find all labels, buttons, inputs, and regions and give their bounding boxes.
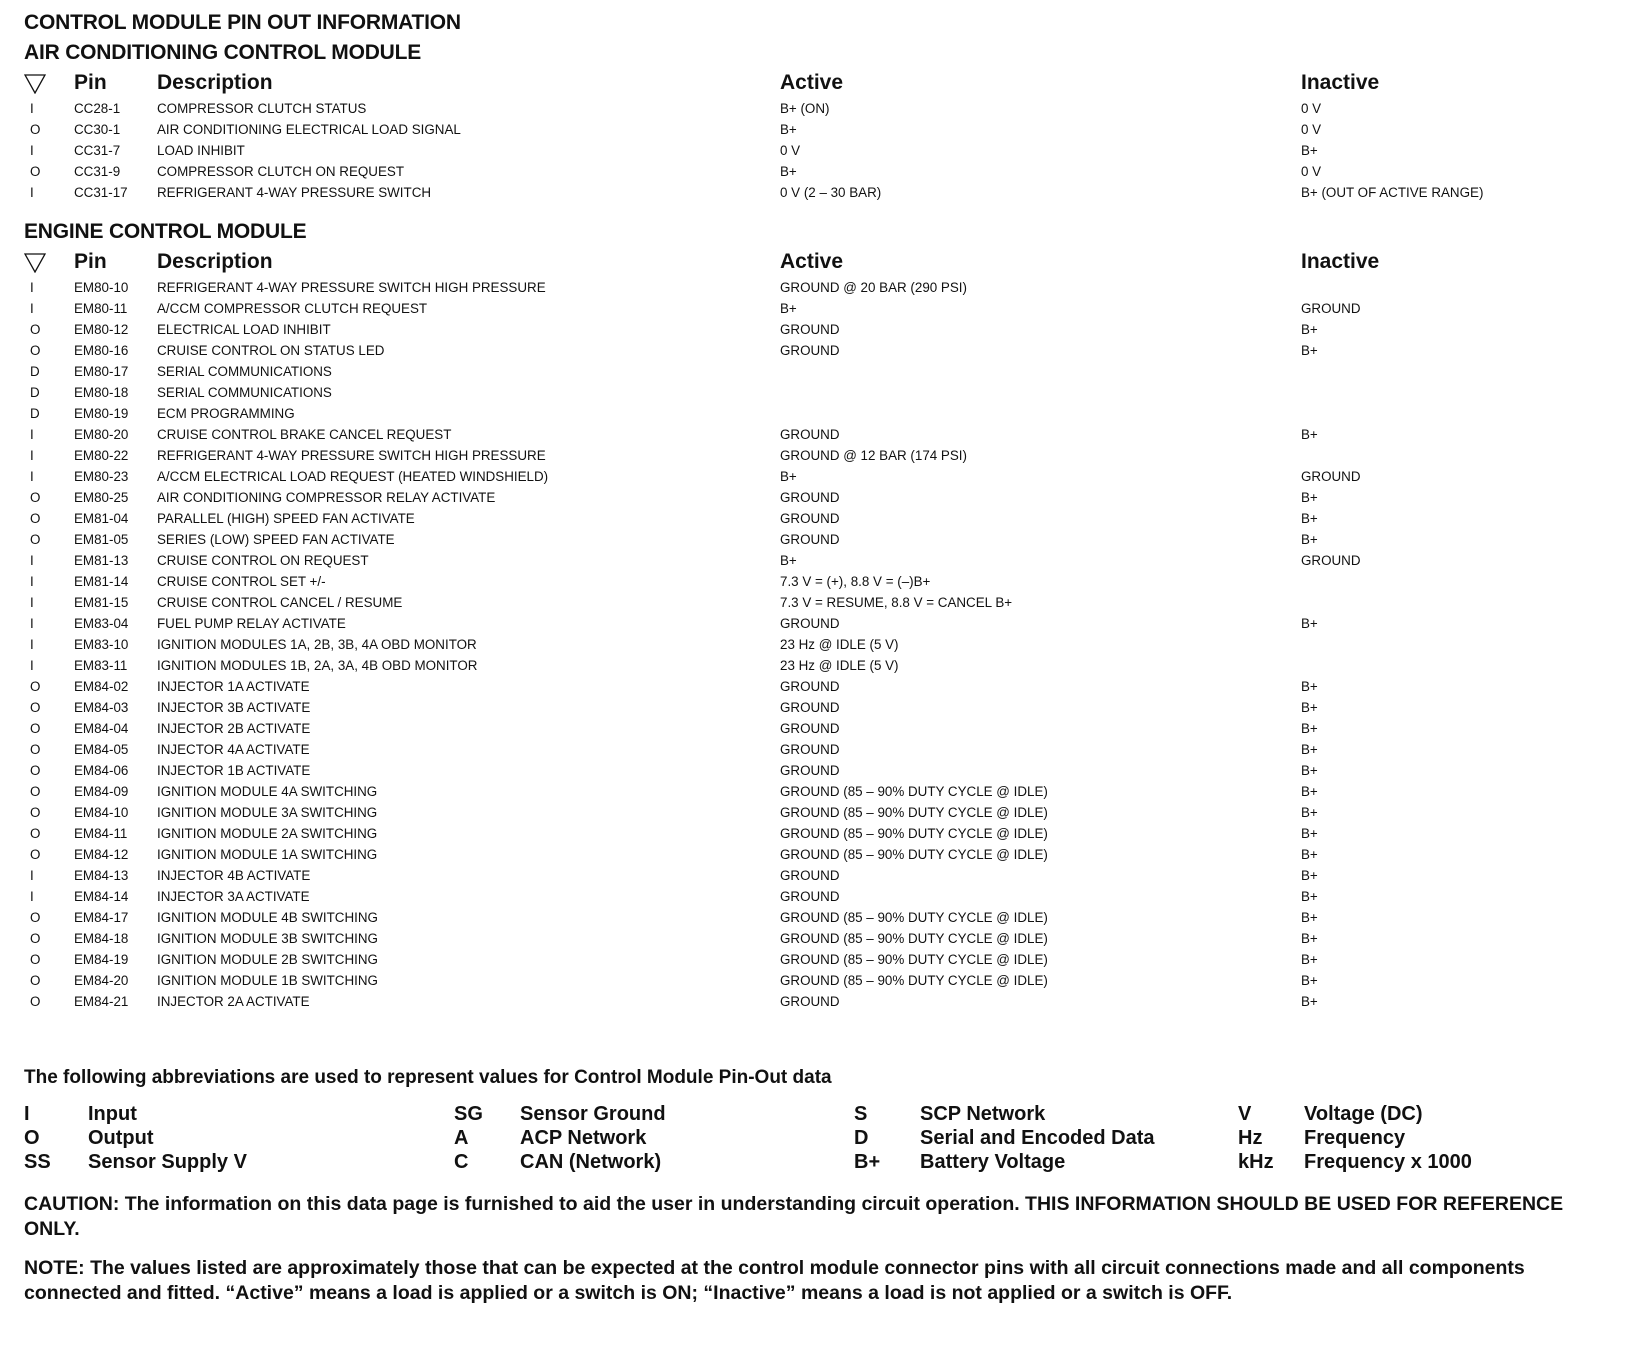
abbreviations-intro: The following abbreviations are used to represent values for Control Module Pin-Out data [24,1067,832,1088]
table-row [24,781,1604,802]
table-row [24,844,1604,865]
table-row [24,182,1604,203]
cell-io-type: O [30,847,41,862]
table-row [24,382,1604,403]
cell-inactive: B+ [1301,532,1318,547]
cell-active: GROUND (85 – 90% DUTY CYCLE @ IDLE) [780,931,1048,946]
header-description: Description [157,71,273,94]
cell-active: GROUND [780,868,840,883]
header-description: Description [157,250,273,273]
table-row [24,676,1604,697]
table-row [24,424,1604,445]
cell-inactive: B+ [1301,826,1318,841]
table-row [24,550,1604,571]
cell-active: GROUND (85 – 90% DUTY CYCLE @ IDLE) [780,910,1048,925]
table-row [24,949,1604,970]
header-active: Active [780,250,844,273]
cell-description: REFRIGERANT 4-WAY PRESSURE SWITCH HIGH PRESSURE [157,280,546,295]
table-row [24,802,1604,823]
cell-active: 0 V [780,143,801,158]
cell-description: INJECTOR 1A ACTIVATE [157,679,310,694]
cell-active: GROUND [780,427,840,442]
cell-pin: EM80-20 [74,427,129,442]
cell-active: GROUND (85 – 90% DUTY CYCLE @ IDLE) [780,805,1048,820]
cell-pin: CC28-1 [74,101,121,116]
cell-pin: EM80-11 [74,301,128,316]
cell-pin: EM83-04 [74,616,129,631]
cell-pin: EM84-06 [74,763,129,778]
abbreviation-meaning: Frequency x 1000 [1304,1151,1472,1173]
cell-description: FUEL PUMP RELAY ACTIVATE [157,616,346,631]
cell-inactive: 0 V [1301,164,1322,179]
cell-pin: EM84-11 [74,826,128,841]
cell-io-type: O [30,490,41,505]
cell-description: REFRIGERANT 4-WAY PRESSURE SWITCH [157,185,432,200]
cell-pin: EM84-03 [74,700,129,715]
abbreviation-code: V [1238,1103,1252,1125]
cell-io-type: O [30,910,41,925]
cell-inactive: B+ [1301,511,1318,526]
cell-active: GROUND [780,700,840,715]
page [24,8,1604,1306]
cell-pin: EM81-04 [74,511,129,526]
cell-active: GROUND [780,490,840,505]
note-text: NOTE: The values listed are approximately those that can be expected at the control module connector pins with all circuit connections made and all components connected and fitted. “Active” means a load is applied or a switch is ON; “Inactive” means a load is not applied or a switch is OFF. [24,1257,1525,1304]
cell-inactive: GROUND [1301,553,1361,568]
abbreviation-meaning: Frequency [1304,1127,1406,1149]
cell-pin: EM84-14 [74,889,129,904]
cell-description: IGNITION MODULE 3A SWITCHING [157,805,378,820]
cell-active: B+ [780,301,797,316]
cell-io-type: O [30,700,41,715]
cell-io-type: I [30,185,34,200]
cell-active: B+ [780,122,797,137]
cell-pin: EM84-02 [74,679,129,694]
cell-pin: EM80-18 [74,385,129,400]
cell-io-type: I [30,889,34,904]
cell-active: 0 V (2 – 30 BAR) [780,185,882,200]
cell-pin: EM84-18 [74,931,129,946]
table-row [24,487,1604,508]
cell-description: SERIAL COMMUNICATIONS [157,364,332,379]
cell-active: GROUND [780,343,840,358]
cell-io-type: I [30,574,34,589]
table-row [24,655,1604,676]
cell-active: GROUND (85 – 90% DUTY CYCLE @ IDLE) [780,973,1048,988]
caution-text: CAUTION: The information on this data page is furnished to aid the user in understanding circuit operation. THIS INFORMATION SHOULD BE USED FOR REFERENCE ONLY. [24,1193,1564,1240]
table-row [24,277,1604,298]
cell-description: IGNITION MODULES 1A, 2B, 3B, 4A OBD MONITOR [157,637,477,652]
cell-description: A/CCM COMPRESSOR CLUTCH REQUEST [157,301,428,316]
cell-pin: EM81-05 [74,532,129,547]
table-row [24,823,1604,844]
abbreviation-meaning: Sensor Ground [520,1103,666,1125]
abbreviation-meaning: Output [88,1127,154,1149]
cell-pin: EM80-22 [74,448,129,463]
cell-description: CRUISE CONTROL CANCEL / RESUME [157,595,403,610]
cell-active: B+ [780,164,797,179]
cell-description: ELECTRICAL LOAD INHIBIT [157,322,331,337]
cell-inactive: B+ [1301,322,1318,337]
cell-io-type: I [30,868,34,883]
abbreviation-meaning: Voltage (DC) [1304,1103,1423,1125]
table-row [24,445,1604,466]
cell-description: IGNITION MODULE 1A SWITCHING [157,847,378,862]
cell-pin: EM80-16 [74,343,129,358]
cell-description: INJECTOR 4B ACTIVATE [157,868,311,883]
cell-io-type: I [30,637,34,652]
table-row [24,98,1604,119]
cell-description: CRUISE CONTROL BRAKE CANCEL REQUEST [157,427,452,442]
cell-io-type: O [30,973,41,988]
triangle-down-icon [24,74,46,94]
cell-pin: EM80-10 [74,280,129,295]
cell-description: IGNITION MODULE 1B SWITCHING [157,973,378,988]
table-row [24,361,1604,382]
cell-inactive: B+ [1301,700,1318,715]
cell-inactive: B+ [1301,742,1318,757]
cell-active: GROUND [780,322,840,337]
cell-inactive: B+ [1301,490,1318,505]
cell-inactive: GROUND [1301,301,1361,316]
cell-io-type: I [30,658,34,673]
cell-io-type: I [30,595,34,610]
cell-pin: EM83-10 [74,637,129,652]
cell-io-type: I [30,553,34,568]
cell-active: GROUND (85 – 90% DUTY CYCLE @ IDLE) [780,826,1048,841]
cell-description: AIR CONDITIONING ELECTRICAL LOAD SIGNAL [157,122,461,137]
cell-io-type: I [30,280,34,295]
abbreviation-code: O [24,1127,40,1149]
cell-active: GROUND [780,763,840,778]
abbreviation-code: S [854,1103,868,1125]
table-row [24,907,1604,928]
cell-inactive: B+ [1301,616,1318,631]
cell-inactive: B+ [1301,868,1318,883]
cell-description: CRUISE CONTROL ON REQUEST [157,553,369,568]
cell-inactive: B+ [1301,679,1318,694]
cell-active: GROUND (85 – 90% DUTY CYCLE @ IDLE) [780,847,1048,862]
cell-description: IGNITION MODULE 2B SWITCHING [157,952,378,967]
table-header [24,68,1604,98]
cell-active: B+ [780,553,797,568]
cell-active: 23 Hz @ IDLE (5 V) [780,637,899,652]
table-row [24,739,1604,760]
cell-active: GROUND @ 12 BAR (174 PSI) [780,448,967,463]
table-row [24,970,1604,991]
cell-inactive: B+ [1301,931,1318,946]
cell-active: B+ [780,469,797,484]
table-row [24,991,1604,1012]
cell-pin: CC31-9 [74,164,121,179]
header-pin: Pin [74,250,107,273]
header-pin: Pin [74,71,107,94]
cell-description: CRUISE CONTROL SET +/- [157,574,326,589]
cell-active: GROUND [780,721,840,736]
cell-active: GROUND [780,994,840,1009]
cell-pin: EM80-12 [74,322,129,337]
cell-description: REFRIGERANT 4-WAY PRESSURE SWITCH HIGH PRESSURE [157,448,546,463]
abbreviation-code: D [854,1127,869,1149]
cell-pin: EM84-09 [74,784,129,799]
table-row [24,529,1604,550]
cell-inactive: GROUND [1301,469,1361,484]
abbreviation-meaning: Input [88,1103,137,1125]
cell-description: INJECTOR 2A ACTIVATE [157,994,310,1009]
cell-inactive: B+ [1301,994,1318,1009]
cell-inactive: B+ [1301,143,1318,158]
cell-io-type: I [30,301,34,316]
abbreviation-code: Hz [1238,1127,1263,1149]
cell-io-type: I [30,143,34,158]
table-row [24,161,1604,182]
abbreviation-meaning: Serial and Encoded Data [920,1127,1155,1149]
triangle-down-icon [24,253,46,273]
cell-inactive: B+ [1301,952,1318,967]
cell-description: INJECTOR 3B ACTIVATE [157,700,311,715]
cell-pin: EM80-25 [74,490,129,505]
cell-io-type: O [30,122,41,137]
cell-inactive: B+ [1301,889,1318,904]
cell-pin: EM84-05 [74,742,129,757]
table-row [24,697,1604,718]
cell-io-type: O [30,826,41,841]
cell-io-type: O [30,532,41,547]
cell-pin: EM84-19 [74,952,129,967]
table-header [24,247,1604,277]
cell-active: GROUND [780,616,840,631]
abbreviation-meaning: ACP Network [520,1127,647,1149]
cell-io-type: D [30,364,40,379]
table-row [24,298,1604,319]
cell-description: LOAD INHIBIT [157,143,245,158]
cell-inactive: B+ [1301,721,1318,736]
cell-active: GROUND [780,511,840,526]
cell-io-type: O [30,784,41,799]
cell-active: B+ (ON) [780,101,830,116]
table-row [24,466,1604,487]
table-row [24,340,1604,361]
abbreviation-code: C [454,1151,469,1173]
table-row [24,508,1604,529]
cell-pin: CC31-7 [74,143,121,158]
cell-io-type: I [30,448,34,463]
cell-io-type: D [30,385,40,400]
cell-active: GROUND (85 – 90% DUTY CYCLE @ IDLE) [780,784,1048,799]
cell-description: IGNITION MODULE 3B SWITCHING [157,931,378,946]
cell-description: INJECTOR 3A ACTIVATE [157,889,310,904]
table-row [24,571,1604,592]
table-row [24,718,1604,739]
cell-pin: EM81-14 [74,574,129,589]
cell-io-type: I [30,616,34,631]
cell-description: ECM PROGRAMMING [157,406,295,421]
abbreviation-meaning: Sensor Supply V [88,1151,247,1173]
cell-inactive: B+ [1301,910,1318,925]
abbreviation-code: SS [24,1151,51,1173]
cell-io-type: O [30,721,41,736]
abbreviation-code: A [454,1127,469,1149]
abbreviation-meaning: Battery Voltage [920,1151,1066,1173]
cell-io-type: O [30,164,41,179]
cell-active: GROUND (85 – 90% DUTY CYCLE @ IDLE) [780,952,1048,967]
cell-io-type: O [30,994,41,1009]
cell-io-type: I [30,427,34,442]
cell-description: CRUISE CONTROL ON STATUS LED [157,343,385,358]
cell-io-type: O [30,805,41,820]
cell-description: AIR CONDITIONING COMPRESSOR RELAY ACTIVATE [157,490,496,505]
cell-active: 7.3 V = RESUME, 8.8 V = CANCEL B+ [780,595,1013,610]
table-row [24,403,1604,424]
cell-io-type: O [30,511,41,526]
cell-active: GROUND [780,742,840,757]
cell-description: INJECTOR 1B ACTIVATE [157,763,311,778]
header-inactive: Inactive [1301,250,1380,273]
cell-pin: CC30-1 [74,122,121,137]
table-row [24,592,1604,613]
cell-io-type: O [30,322,41,337]
section-title: AIR CONDITIONING CONTROL MODULE [24,41,422,64]
cell-pin: EM81-15 [74,595,129,610]
cell-pin: EM80-19 [74,406,129,421]
abbreviation-code: B+ [854,1151,881,1173]
cell-description: SERIES (LOW) SPEED FAN ACTIVATE [157,532,395,547]
table-row [24,319,1604,340]
cell-inactive: B+ [1301,973,1318,988]
cell-inactive: B+ [1301,805,1318,820]
cell-pin: EM84-04 [74,721,129,736]
cell-pin: EM84-12 [74,847,129,862]
cell-description: IGNITION MODULE 4A SWITCHING [157,784,378,799]
cell-active: GROUND @ 20 BAR (290 PSI) [780,280,967,295]
abbreviation-code: I [24,1103,30,1125]
section-title: ENGINE CONTROL MODULE [24,220,307,243]
cell-active: 7.3 V = (+), 8.8 V = (–)B+ [780,574,931,589]
abbreviation-meaning: SCP Network [920,1103,1046,1125]
cell-description: IGNITION MODULES 1B, 2A, 3A, 4B OBD MONITOR [157,658,478,673]
table-row [24,634,1604,655]
cell-inactive: B+ [1301,763,1318,778]
cell-pin: EM84-13 [74,868,129,883]
table-row [24,140,1604,161]
cell-io-type: O [30,343,41,358]
cell-io-type: O [30,742,41,757]
cell-inactive: 0 V [1301,101,1322,116]
cell-description: COMPRESSOR CLUTCH STATUS [157,101,367,116]
cell-description: SERIAL COMMUNICATIONS [157,385,332,400]
cell-pin: EM84-21 [74,994,129,1009]
sections [24,38,1604,1012]
cell-pin: EM81-13 [74,553,129,568]
table-row [24,613,1604,634]
cell-io-type: I [30,469,34,484]
cell-pin: EM80-23 [74,469,129,484]
cell-description: A/CCM ELECTRICAL LOAD REQUEST (HEATED WINDSHIELD) [157,469,549,484]
abbreviation-code: kHz [1238,1151,1274,1173]
table-row [24,760,1604,781]
header-active: Active [780,71,844,94]
cell-io-type: O [30,763,41,778]
cell-io-type: O [30,952,41,967]
cell-active: GROUND [780,532,840,547]
cell-active: 23 Hz @ IDLE (5 V) [780,658,899,673]
cell-description: INJECTOR 2B ACTIVATE [157,721,311,736]
cell-pin: EM84-17 [74,910,129,925]
cell-io-type: D [30,406,40,421]
header-inactive: Inactive [1301,71,1380,94]
cell-inactive: B+ [1301,847,1318,862]
cell-inactive: 0 V [1301,122,1322,137]
cell-description: IGNITION MODULE 4B SWITCHING [157,910,378,925]
page-title: CONTROL MODULE PIN OUT INFORMATION [24,11,461,34]
cell-inactive: B+ [1301,427,1318,442]
table-row [24,928,1604,949]
cell-description: PARALLEL (HIGH) SPEED FAN ACTIVATE [157,511,415,526]
table-row [24,119,1604,140]
table-row [24,865,1604,886]
cell-pin: EM83-11 [74,658,128,673]
cell-pin: EM80-17 [74,364,129,379]
abbreviation-meaning: CAN (Network) [520,1151,662,1173]
abbreviation-code: SG [454,1103,483,1125]
cell-inactive: B+ [1301,784,1318,799]
cell-io-type: O [30,679,41,694]
cell-pin: EM84-20 [74,973,129,988]
cell-description: IGNITION MODULE 2A SWITCHING [157,826,378,841]
abbreviations-legend [24,1102,1604,1186]
cell-inactive: B+ (OUT OF ACTIVE RANGE) [1301,185,1484,200]
cell-description: INJECTOR 4A ACTIVATE [157,742,310,757]
cell-io-type: O [30,931,41,946]
cell-pin: CC31-17 [74,185,128,200]
cell-inactive: B+ [1301,343,1318,358]
cell-io-type: I [30,101,34,116]
cell-description: COMPRESSOR CLUTCH ON REQUEST [157,164,405,179]
cell-active: GROUND [780,889,840,904]
table-row [24,886,1604,907]
cell-pin: EM84-10 [74,805,129,820]
cell-active: GROUND [780,679,840,694]
